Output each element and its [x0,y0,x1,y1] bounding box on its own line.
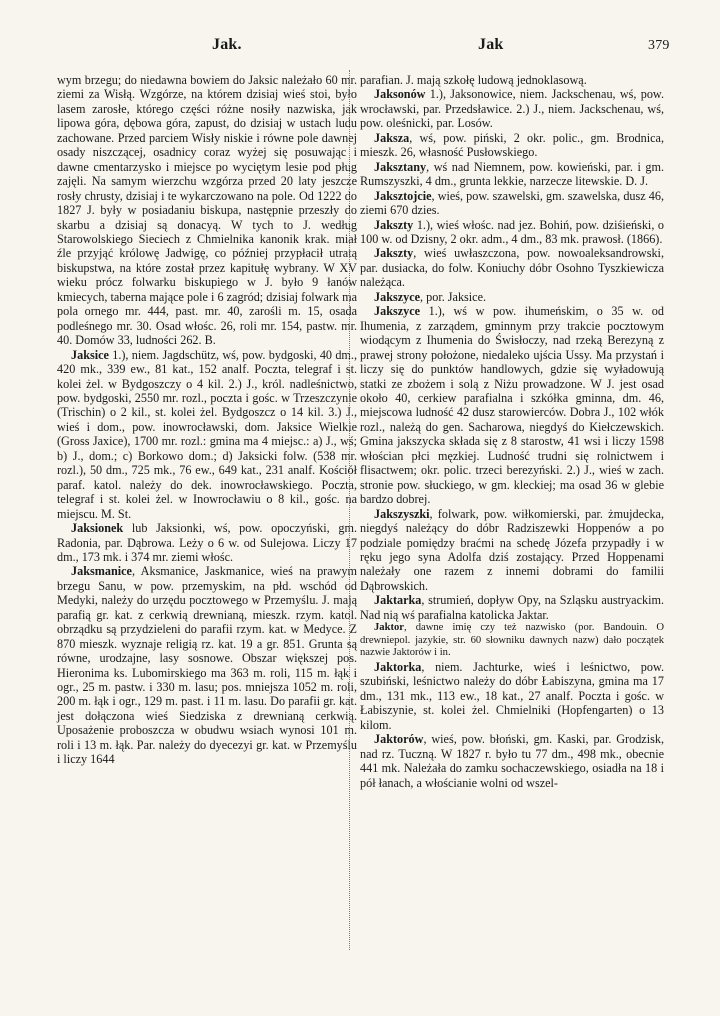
dictionary-entry [360,507,664,594]
entry-headword: Jaksonów [374,87,426,102]
dictionary-entry [360,189,664,218]
entry-headword: Jakszty [374,246,414,261]
entry-headword: Jaktorka [374,660,422,674]
entry-text: 1.), wieś włośc. nad jez. Bohiń, pow. dziśieński, o 100 w. od Dzisny, 2 okr. adm., 4 dm., 83 mk. prawosł. (1866). [360,217,664,246]
entry-headword: Jakszyce [374,289,421,304]
running-head-right: Jak [478,36,504,53]
entry-headword: Jakszty [374,217,414,232]
dictionary-entry [360,131,664,160]
dictionary-entry [57,564,357,766]
dictionary-entry [360,660,664,732]
entry-headword: Jaktorów [374,732,424,747]
entry-headword: Jaksztany [374,159,427,174]
entry-text: lub Jaksionki, wś, pow. opoczyński, gm. Radonia, par. Dąbrowa. Leży o 6 w. od Sulejowa. Liczy 17 dm., 173 mk. i 374 mr. ziemi włośc. [57,521,357,564]
page-number: 379 [648,38,670,53]
entry-text: , wś, pow. piński, 2 okr. polic., gm. Brodnica, mieszk. 26, własność Pusłowskiego. [360,130,664,160]
entry-headword: Jakszyce [374,304,421,319]
entry-text: , folwark, pow. wiłkomierski, par. żmujdecka, niegdyś należący do dóbr Radziszewki Hoppenów a po podziale pomiędzy braćmi na schedę Józefa przypadły i w ręku jego syna Adolfa dziś zostający. Przed Hoppenami należały one razem z innemi dobrami do familii Dąbrowskich. [360,506,664,593]
entry-text: , strumień, dopływ Opy, na Szląsku austryackim. Nad nią wś parafialna katolicka Jaktar. [360,593,664,622]
entry-text: , por. Jaksice. [420,289,487,304]
dictionary-entry [360,593,664,622]
entry-headword: Jaksmanice [71,564,132,579]
dictionary-entry [360,160,664,189]
entry-text: , dawne imię czy też nazwisko (por. Bandouin. O drewniepol. jazykie, str. 60 słowniku dawnych nazw) dało początek nazwie Jaktorów i in. [360,622,664,659]
entry-text: parafian. J. mają szkołę ludową jednoklasową. [360,73,587,87]
dictionary-entry [360,732,664,790]
entry-headword: Jaksionek [71,521,124,536]
entry-text: , niem. Jachturke, wieś i leśnictwo, pow. szubiński, leśnictwo należy do dóbr Łabiszyna, gmina ma 17 dm., 131 mk., 113 ew., 18 kat., 27 analf. Poczta i gośc. w Łabiszynie, st. kolei żel. Chmielniki (Hopfengarten) o 13 kilom. [360,660,664,732]
entry-headword: Jaktarka [374,593,422,608]
right-column [360,73,664,790]
entry-headword: Jaksza [374,130,410,145]
entry-text: , wieś, pow. szawelski, gm. szawelska, dusz 46, ziemi 670 dzies. [360,188,664,218]
dictionary-entry [360,246,664,289]
entry-headword: Jaksice [71,347,109,362]
column-divider [349,70,350,950]
entry-continuation [360,73,664,87]
entry-headword: Jaksztojcie [374,188,432,203]
entry-text: , wś nad Niemnem, pow. kowieński, par. i gm. Rumszyszki, 4 dm., grunta lekkie, narzecze litewskie. D. J. [360,159,664,189]
entry-text: wym brzegu; do niedawna bowiem do Jaksic należało 60 mr. ziemi za Wisłą. Wzgórze, na którem dzisiaj wieś stoi, było lasem zarosłe, którego części różne nosiły nazwiska, jak lipowa góra, dębowa góra, zapust, do dzisiaj w ustach ludu zachowane. Przed parciem Wisły niskie i równe pole dawnej osady niszczącej, osadnicy coraz wyżej się posuwając i dawne cmentarzysko i miejsce po wyciętym lesie pod pług zajęli. Na samym wierzchu wzgórza przed 20 laty jeszcze rosły chrusty, dzisiaj i te wykarczowano na pole. Od 1222 do 1827 J. były w posiadaniu biskupa, następnie przeszły do skarbu a dzisiaj są donacyą. W tych to J. według Starowolskiego Sieciech z Chmielnika kanonik krak. miał źle przyjąć królowę Jadwigę, co później przypłacił utratą biskupstwa, na które został przez kapitułę wybrany. W XV wieku prócz folwarku biskupiego w J. było 9 łanów kmiecych, taberna mające pole i 6 zagród; dzisiaj folwark ma pola ornego mr. 444, past. mr. 40, zarośli m. 15, osada podleśnego mr. 30. Osad włośc. 26, roli mr. 154, pastw. mr. 40. Domów 33, ludności 262. B. [57,73,357,348]
entry-text: , Aksmanice, Jaskmanice, wieś na prawym brzegu Sanu, w pow. przemyskim, na płd. wschód od Medyki, należy do urzędu pocztowego w Przemyślu. J. mają parafią gr. kat. z cerkwią drewnianą, mieszk. rzym. katol. obrządku są przydzieleni do parafii rzym. kat. w Medyce. Z 870 mieszk. wyznaje religią rz. kat. 19 a gr. 851. Grunta są równe, urodzajne, lasy sosnowe. Obszar większej pos. Hieronima ks. Lubomirskiego ma 363 m. roli, 115 m. łąk i ogr., 25 m. pastw. i 330 m. lasu; pos. mniejsza 1052 m. roli, 200 m. łąk i ogr., 129 m. past. i 11 m. lasu. Do parafii gr. kat. jest dołączona wieś Siedziska z drewnianą cerkwią. Uposażenie proboszcza w obudwu wsiach wynosi 101 m. roli i 13 m. łąk. Par. należy do dyecezyi gr. kat. w Przemyślu i liczy 1644 [57,564,357,767]
entry-text: 1.), wś w pow. ihumeńskim, o 35 w. od Ihumenia, z zarządem, gminnym przy trakcie pocztowym wiodącym z Ihumenia do Świsłoczy, nad rzeką Berezyną z prawej strony położone, niedaleko ujścia Ussy. Ma przystań i liczy się do punktów handlowych, gdzie się wyładowują statki ze zbożem i solą z Niżu prowadzone. W J. jest osad około 40, cerkiew parafialna i szkółka gminna, dm. 46, miejscowa ludność 42 dusz starowierców. Dobra J., 102 włók rozl., należą do gen. Sacharowa, niegdyś do Kiełczewskich. Gmina jakszycka składa się z 8 starostw, 41 wsi i liczy 1598 włościan płci męzkiej. Ludność trudni się rolnictwem i flisactwem; okr. polic. trzeci berezyński. 2.) J., wieś w zach. stronie pow. słuckiego, w gm. kleckiej; ma osad 36 w glebie bardzo dobrej. [360,304,664,507]
dictionary-entry [360,622,664,660]
entry-text: 1.), Jaksonowice, niem. Jackschenau, wś, pow. wrocławski, par. Przedsławice. 2.) J., niem. Jackschenau, wś, pow. oleśnicki, par. Losów. [360,87,664,131]
entry-text: , wieś uwłaszczona, pow. nowoaleksandrowski, par. dusiacka, do folw. Koniuchy dóbr Osohno Tyszkiewicza należąca. [360,246,664,290]
entry-text: 1.), niem. Jagdschütz, wś, pow. bydgoski, 40 dm., 420 mk., 339 ew., 81 kat., 152 analf. Poczta, telegraf i st. kolei żel. w Bydgoszczy o 4 kil. 2.) J., król. nadleśnictwo, pow. bydgoski, 2550 mr. rozl., poczta i gośc. w Trzeszczynie (Trischin) o 2 kil., st. kolei żel. Bydgoszcz o 14 kil. 3.) J., wieś i dom., pow. inowrocławski, dom. Jaksice Wielkie (Gross Jaxice), 1700 mr. rozl.: gmina ma 4 miejsc.: a) J., wś; b) J., dom.; c) Borkowo dom.; d) Jaksicki folw. (538 mr. rozl.), 50 dm., 725 mk., 76 ew., 649 kat., 231 analf. Kościół paraf. katol. należy do dek. inowrocławskiego. Poczta, telegraf i st. kolei żel. w Inowrocławiu o 8 kil., gośc. na miejscu. M. St. [57,347,357,521]
entry-continuation [57,73,357,348]
dictionary-entry [360,87,664,130]
dictionary-entry [360,304,664,506]
left-column [57,73,357,767]
dictionary-entry [360,218,664,247]
entry-headword: Jaktor [374,622,405,634]
dictionary-entry [57,521,357,564]
dictionary-entry [57,348,357,521]
entry-headword: Jakszyszki [374,506,430,521]
running-head-left: Jak. [212,36,242,53]
entry-text: , wieś, pow. błoński, gm. Kaski, par. Grodzisk, nad rz. Tuczną. W 1827 r. było tu 77 dm., 498 mk., obecnie 441 mk. Należała do zamku sochaczewskiego, osiadła na 18 i pół łanach, a włościanie wolni od wszel- [360,732,664,790]
dictionary-entry [360,290,664,304]
